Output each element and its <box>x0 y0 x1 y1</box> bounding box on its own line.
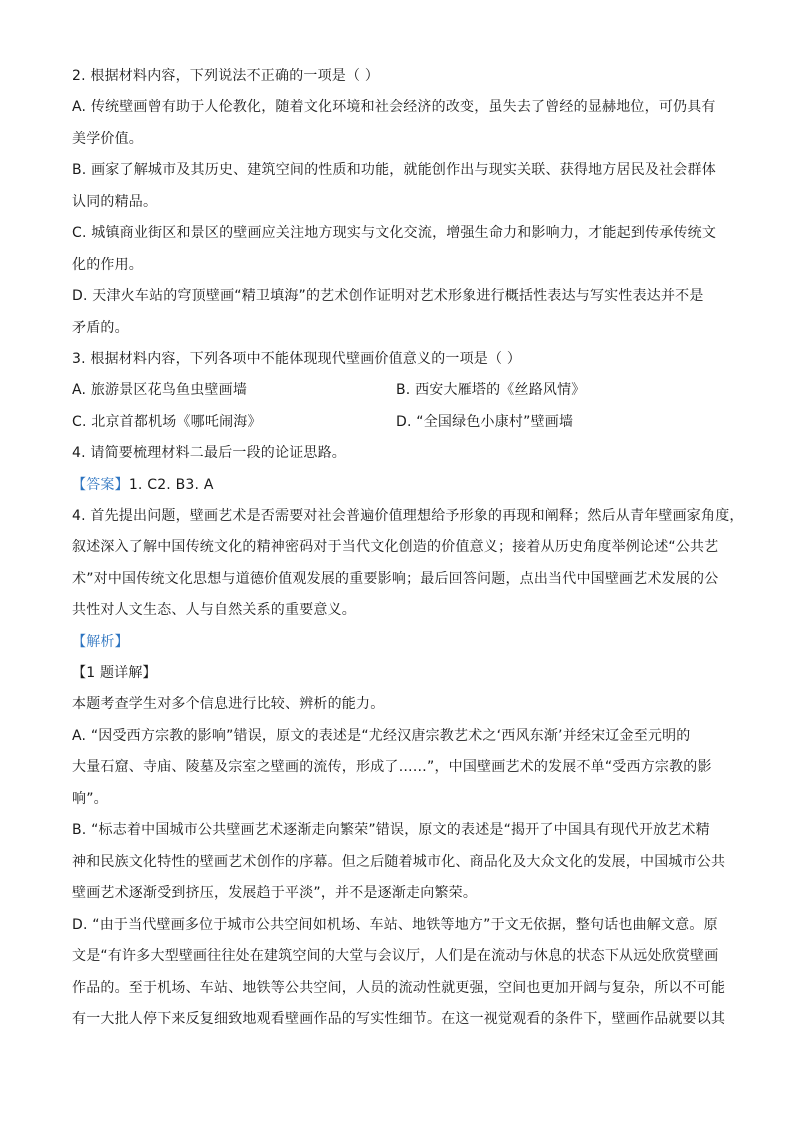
analysis-a-line3: 响”。 <box>72 791 108 807</box>
answer-q4-line1: 4. 首先提出问题，壁画艺术是否需要对社会普遍价值理想给予形象的再现和阐释；然后从青年壁画家角度， <box>72 508 744 524</box>
q2-option-b: B. 画家了解城市及其历史、建筑空间的性质和功能，就能创作出与现实关联、获得地方居民及社会群体 <box>72 162 716 178</box>
analysis-tag: 【解析】 <box>72 634 129 650</box>
answer-3: 3. A <box>185 477 214 493</box>
analysis-d-line1: D. “由于当代壁画多位于城市公共空间如机场、车站、地铁等地方”于文无依据，整句话也曲解文意。原 <box>72 917 718 933</box>
q2-option-a: A. 传统壁画曾有助于人伦教化，随着文化环境和社会经济的改变，虽失去了曾经的显赫地位，可仍具有 <box>72 99 716 115</box>
answer-2: 2. B <box>157 477 186 493</box>
analysis-b-line2: 神和民族文化特性的壁画艺术创作的序幕。但之后随着城市化、商品化及大众文化的发展，中国城市公共 <box>72 854 726 870</box>
q2-option-a-cont: 美学价值。 <box>72 131 143 147</box>
answer-line <box>72 475 214 495</box>
analysis-detail-tag: 【1 题详解】 <box>72 665 157 681</box>
analysis-a-line2: 大量石窟、寺庙、陵墓及宗室之壁画的流传，形成了……”，中国壁画艺术的发展不单“受西方宗教的影 <box>72 759 712 775</box>
q3-option-c: C. 北京首都机场《哪吒闹海》 <box>72 414 262 430</box>
analysis-d-line2: 文是“有许多大型壁画往往处在建筑空间的大堂与会议厅，人们是在流动与休息的状态下从远处欣赏壁画 <box>72 948 719 964</box>
analysis-a-line1: A. “因受西方宗教的影响”错误，原文的表述是“尤经汉唐宗教艺术之‘西风东渐’并经宋辽金至元明的 <box>72 728 691 744</box>
q2-option-b-cont: 认同的精品。 <box>72 194 158 210</box>
q3-stem: 3. 根据材料内容，下列各项中不能体现现代壁画价值意义的一项是（ ） <box>72 351 522 367</box>
q2-option-d-cont: 矛盾的。 <box>72 320 129 336</box>
q3-option-a: A. 旅游景区花鸟鱼虫壁画墙 <box>72 382 248 398</box>
q2-option-d: D. 天津火车站的穹顶壁画“精卫填海”的艺术创作证明对艺术形象进行概括性表达与写实性表达并不是 <box>72 288 704 304</box>
analysis-b-line1: B. “标志着中国城市公共壁画艺术逐渐走向繁荣”错误，原文的表述是“揭开了中国具有现代开放艺术精 <box>72 822 710 838</box>
answer-q4-line3: 术”对中国传统文化思想与道德价值观发展的重要影响；最后回答问题，点出当代中国壁画艺术发展的公 <box>72 571 719 587</box>
answer-q4-line2: 叙述深入了解中国传统文化的精神密码对于当代文化创造的价值意义；接着从历史角度举例论述“公共艺 <box>72 539 719 555</box>
analysis-intro: 本题考查学生对多个信息进行比较、辨析的能力。 <box>72 696 385 712</box>
answer-1: 1. C <box>128 477 158 493</box>
q2-option-c-cont: 化的作用。 <box>72 257 143 273</box>
analysis-d-line3: 作品的。至于机场、车站、地铁等公共空间，人员的流动性就更强，空间也更加开阔与复杂，所以不可能 <box>72 980 726 996</box>
analysis-b-line3: 壁画艺术逐渐受到挤压，发展趋于平淡”，并不是逐渐走向繁荣。 <box>72 885 478 901</box>
q3-option-d: D. “全国绿色小康村”壁画墙 <box>396 414 574 430</box>
q2-stem: 2. 根据材料内容，下列说法不正确的一项是（ ） <box>72 68 380 84</box>
analysis-d-line4: 有一大批人停下来反复细致地观看壁画作品的写实性细节。在这一视觉观看的条件下，壁画作品就要以其 <box>72 1011 726 1027</box>
answer-tag: 【答案】 <box>72 477 129 493</box>
q3-option-b: B. 西安大雁塔的《丝路风情》 <box>396 382 586 398</box>
q4-stem: 4. 请简要梳理材料二最后一段的论证思路。 <box>72 445 347 461</box>
answer-q4-line4: 共性对人文生态、人与自然关系的重要意义。 <box>72 602 356 618</box>
q2-option-c: C. 城镇商业街区和景区的壁画应关注地方现实与文化交流，增强生命力和影响力，才能起到传承传统文 <box>72 225 717 241</box>
